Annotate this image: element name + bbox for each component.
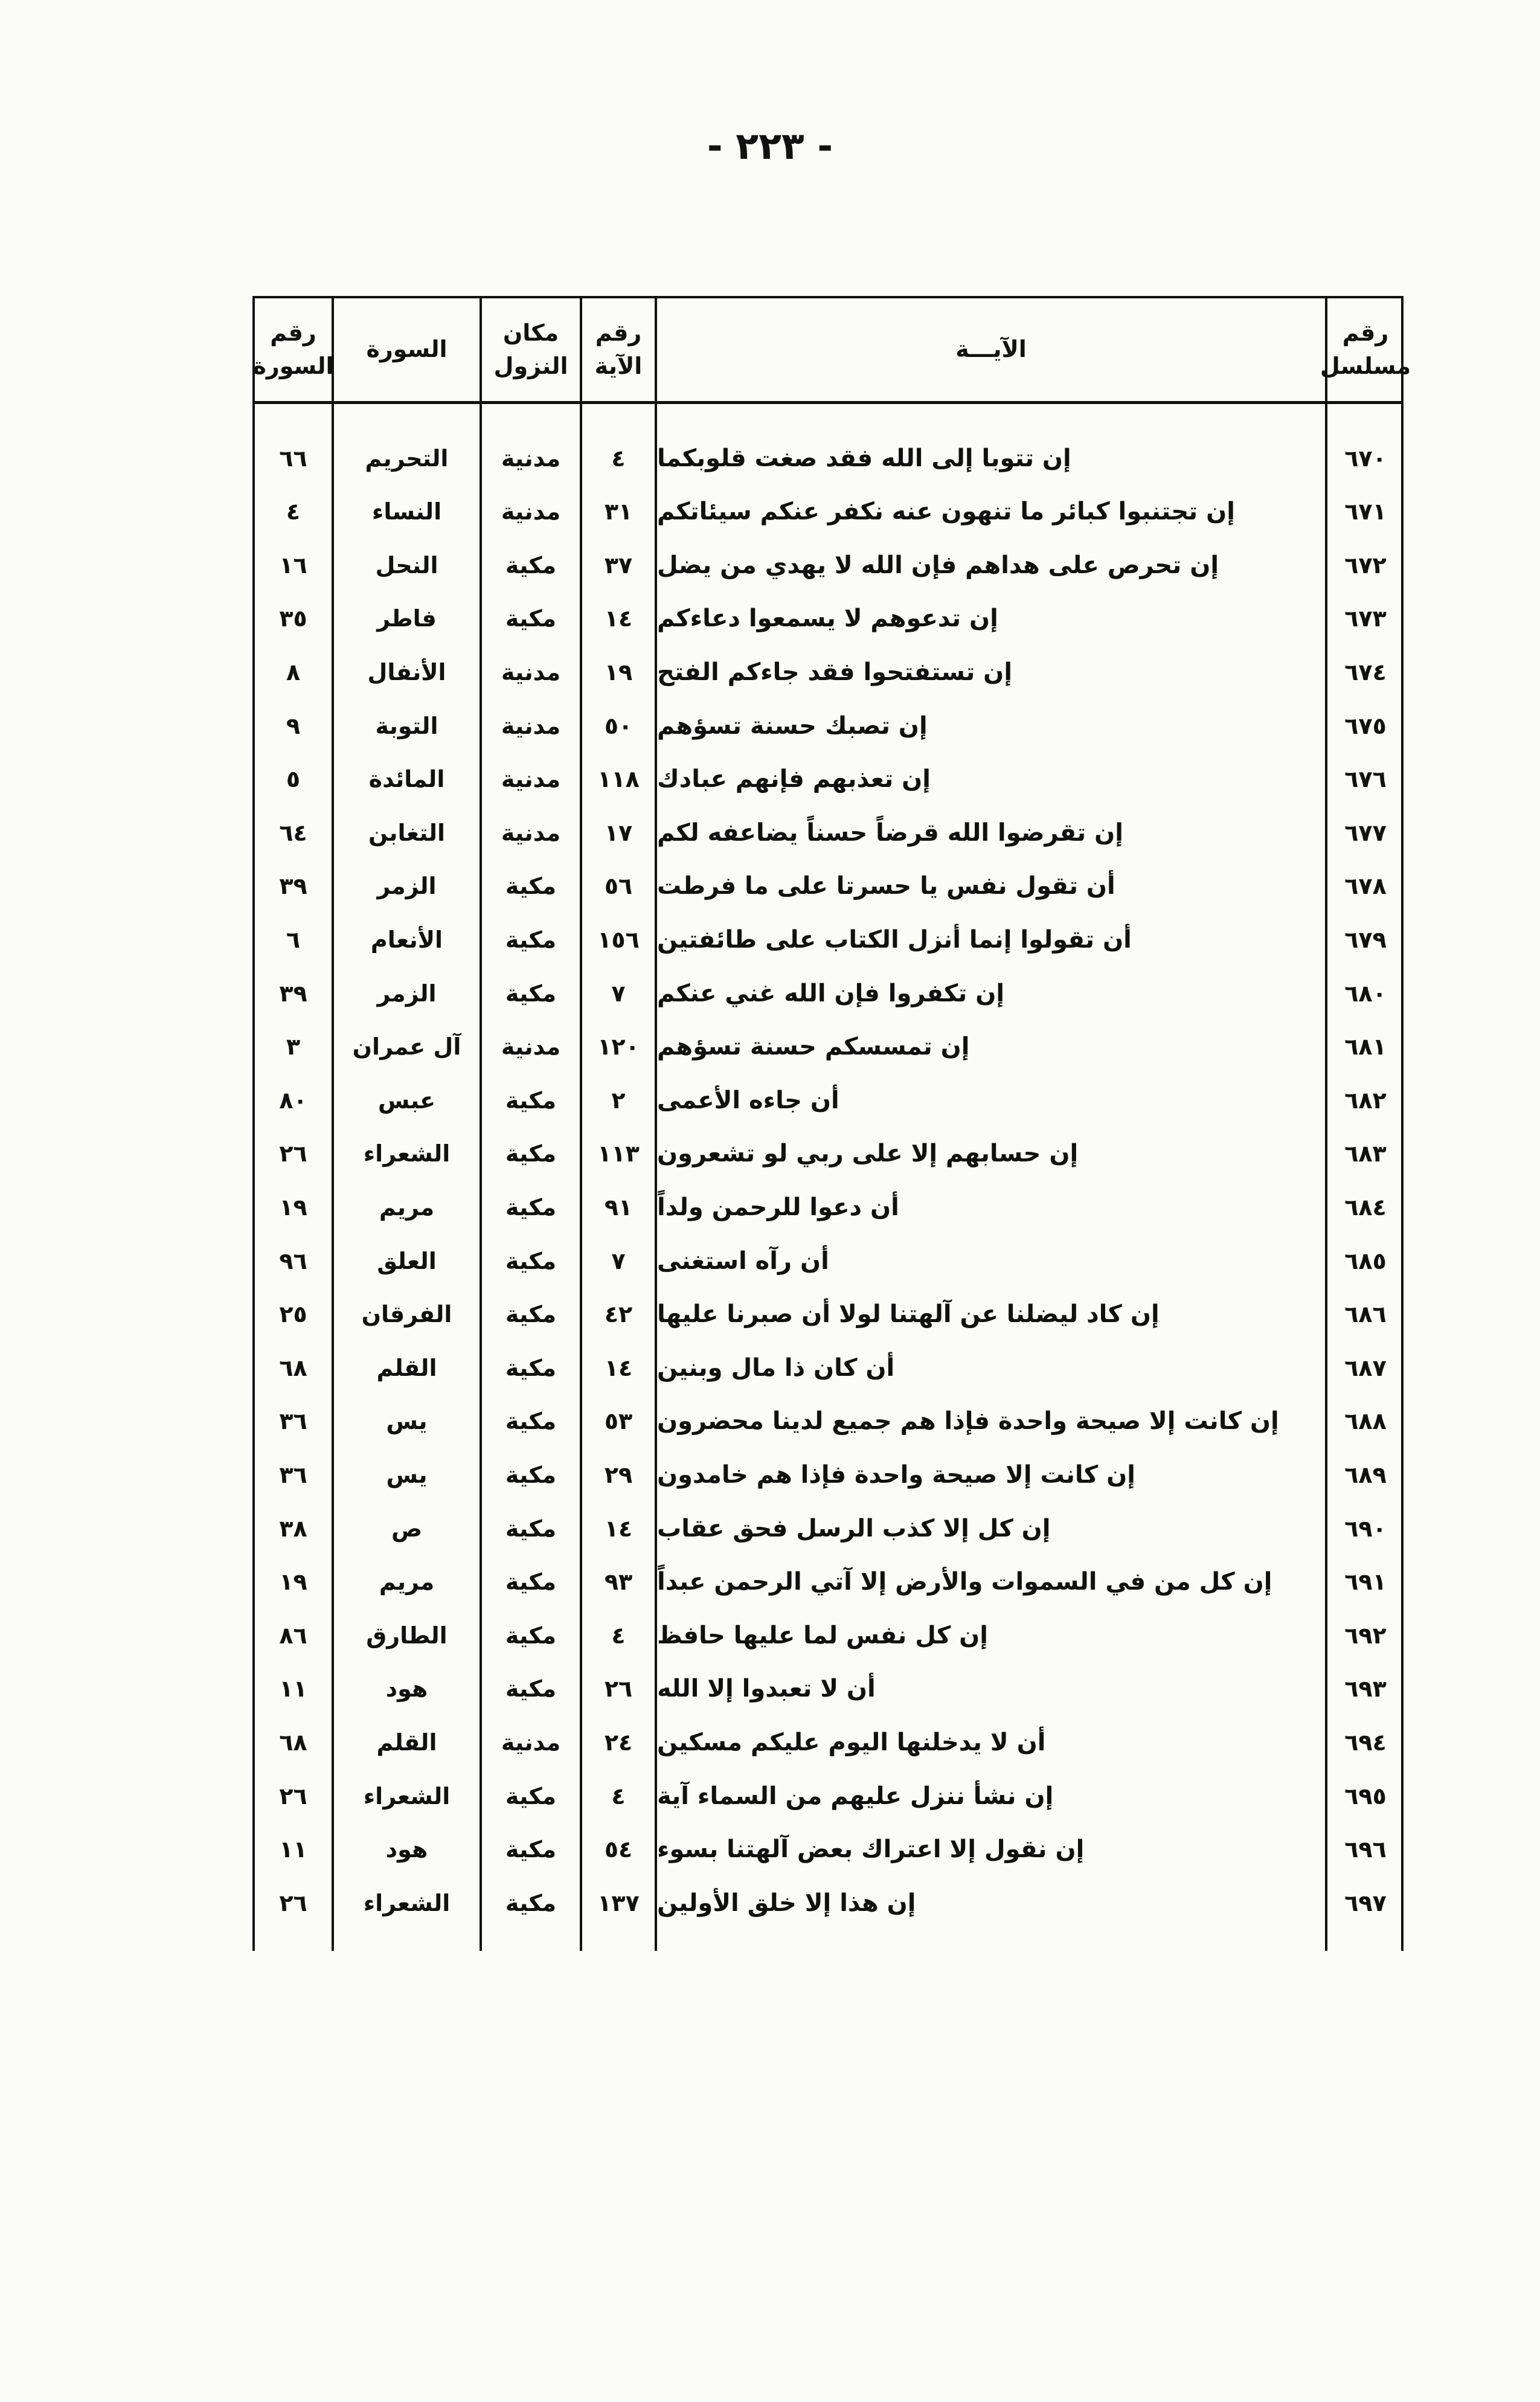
surah-number-cell: ٦ — [286, 926, 301, 953]
place-cell: مكية — [505, 980, 557, 1007]
table-row — [255, 966, 1401, 1020]
header-ayah-number: رقم الآية — [594, 319, 643, 379]
ayah-cell: إن نشأ ننزل عليهم من السماء آية — [657, 1782, 1054, 1810]
ayah-cell: إن تستفتحوا فقد جاءكم الفتح — [657, 658, 1013, 686]
surah-number-cell: ٦٨ — [279, 1729, 307, 1756]
serial-cell: ٦٧٥ — [1344, 712, 1387, 739]
surah-number-cell: ٢٦ — [279, 1889, 307, 1916]
surah-number-cell: ١١ — [279, 1675, 307, 1703]
table-row — [255, 806, 1401, 859]
place-cell: مكية — [505, 1836, 557, 1863]
table-row — [255, 1769, 1401, 1823]
serial-cell: ٦٩٣ — [1344, 1675, 1387, 1703]
ayah-cell: إن تتوبا إلى الله فقد صغت قلوبكما — [657, 444, 1071, 472]
ayah-cell: إن تمسسكم حسنة تسؤهم — [657, 1033, 970, 1061]
ayah-cell: إن هذا إلا خلق الأولين — [657, 1889, 916, 1917]
serial-cell: ٦٨٥ — [1344, 1247, 1387, 1274]
header-divider — [255, 401, 1401, 404]
place-cell: مكية — [505, 1569, 557, 1596]
surah-number-cell: ٢٥ — [279, 1301, 307, 1328]
serial-cell: ٦٧٩ — [1344, 926, 1387, 953]
serial-cell: ٦٧١ — [1344, 498, 1387, 525]
surah-number-cell: ٨٠ — [279, 1087, 307, 1114]
surah-cell: الأنفال — [367, 658, 446, 686]
ayah-cell: إن تعذبهم فإنهم عبادك — [657, 765, 931, 794]
ayah-number-cell: ١٢٠ — [597, 1033, 640, 1061]
table-row — [255, 1395, 1401, 1448]
ayah-number-cell: ٩٣ — [604, 1569, 633, 1596]
surah-cell: ص — [391, 1515, 423, 1542]
ayah-number-cell: ١٤ — [604, 1515, 633, 1542]
surah-cell: فاطر — [377, 605, 437, 632]
surah-number-cell: ٦٤ — [279, 819, 307, 846]
serial-cell: ٦٨٦ — [1344, 1301, 1387, 1328]
ayah-number-cell: ٣١ — [604, 498, 633, 525]
ayah-cell: إن تكفروا فإن الله غني عنكم — [657, 979, 1005, 1007]
surah-cell: مريم — [379, 1569, 435, 1596]
serial-cell: ٦٩٦ — [1344, 1836, 1387, 1863]
ayah-number-cell: ١٤ — [604, 1354, 633, 1381]
surah-cell: الفرقان — [361, 1301, 452, 1328]
ayah-cell: إن كل نفس لما عليها حافظ — [657, 1621, 988, 1649]
surah-number-cell: ٨٦ — [279, 1622, 307, 1649]
place-cell: مكية — [505, 1140, 557, 1167]
place-cell: مدنية — [501, 766, 561, 793]
surah-cell: الطارق — [366, 1622, 448, 1649]
surah-cell: آل عمران — [352, 1033, 461, 1061]
serial-cell: ٦٨٣ — [1344, 1140, 1387, 1167]
place-cell: مكية — [505, 1515, 557, 1542]
ayah-cell: أن لا تعبدوا إلا الله — [657, 1675, 876, 1703]
place-cell: مدنية — [501, 498, 561, 525]
serial-cell: ٦٧٠ — [1344, 445, 1387, 472]
table-row — [255, 1501, 1401, 1555]
serial-cell: ٦٨٨ — [1344, 1408, 1387, 1435]
serial-cell: ٦٧٤ — [1344, 658, 1387, 686]
surah-number-cell: ٣٥ — [279, 605, 307, 632]
table-row — [255, 1180, 1401, 1234]
serial-cell: ٦٨٧ — [1344, 1354, 1387, 1381]
surah-number-cell: ٢٦ — [279, 1140, 307, 1167]
surah-cell: العلق — [377, 1247, 437, 1274]
ayah-cell: أن تقول نفس يا حسرتا على ما فرطت — [657, 872, 1115, 901]
place-cell: مدنية — [501, 1729, 561, 1756]
serial-cell: ٦٨٩ — [1344, 1461, 1387, 1488]
table-row — [255, 1823, 1401, 1877]
surah-number-cell: ١٩ — [279, 1193, 307, 1221]
surah-cell: الشعراء — [363, 1889, 451, 1916]
surah-number-cell: ٣٩ — [279, 873, 307, 900]
ayah-number-cell: ٧ — [611, 980, 626, 1007]
table-row — [255, 1234, 1401, 1288]
serial-cell: ٦٨٢ — [1344, 1087, 1387, 1114]
serial-cell: ٦٩٢ — [1344, 1622, 1387, 1649]
ayah-number-cell: ٤ — [611, 1782, 626, 1810]
surah-number-cell: ٣٩ — [279, 980, 307, 1007]
serial-cell: ٦٧٣ — [1344, 605, 1387, 632]
ayah-number-cell: ٥٦ — [604, 873, 633, 900]
surah-number-cell: ١٩ — [279, 1569, 307, 1596]
surah-number-cell: ١٦ — [279, 551, 307, 579]
serial-cell: ٦٨٤ — [1344, 1193, 1387, 1221]
table-row — [255, 1127, 1401, 1181]
place-cell: مدنية — [501, 819, 561, 846]
surah-number-cell: ٨ — [286, 658, 301, 686]
table-row — [255, 699, 1401, 753]
ayah-cell: إن تحرص على هداهم فإن الله لا يهدي من يضل — [657, 551, 1219, 579]
surah-number-cell: ٩٦ — [279, 1247, 307, 1274]
ayah-cell: إن حسابهم إلا على ربي لو تشعرون — [657, 1140, 1079, 1168]
ayah-number-cell: ٢٩ — [604, 1461, 633, 1488]
table-row — [255, 645, 1401, 699]
surah-number-cell: ٦٨ — [279, 1354, 307, 1381]
header-serial: رقم مسلسل — [1320, 319, 1411, 379]
ayah-cell: إن تجتنبوا كبائر ما تنهون عنه نكفر عنكم سيئاتكم — [657, 498, 1235, 526]
ayah-number-cell: ١٣٧ — [597, 1889, 640, 1916]
ayah-cell: أن تقولوا إنما أنزل الكتاب على طائفتين — [657, 925, 1132, 954]
table-row — [255, 485, 1401, 539]
place-cell: مكية — [505, 1193, 557, 1221]
surah-number-cell: ١١ — [279, 1836, 307, 1863]
place-cell: مدنية — [501, 445, 561, 472]
ayah-number-cell: ٤ — [611, 445, 626, 472]
ayah-number-cell: ١٥٦ — [597, 926, 640, 953]
table-row — [255, 431, 1401, 485]
surah-cell: القلم — [376, 1729, 437, 1756]
ayah-cell: أن رآه استغنى — [657, 1247, 829, 1275]
surah-cell: مريم — [379, 1193, 435, 1221]
ayah-cell: إن تقرضوا الله قرضاً حسناً يضاعفه لكم — [657, 818, 1123, 847]
surah-cell: التوبة — [375, 712, 438, 739]
place-cell: مكية — [505, 1675, 557, 1703]
ayah-cell: إن كل إلا كذب الرسل فحق عقاب — [657, 1514, 1051, 1543]
serial-cell: ٦٩٧ — [1344, 1889, 1387, 1916]
surah-cell: هود — [385, 1675, 428, 1703]
place-cell: مدنية — [501, 658, 561, 686]
place-cell: مكية — [505, 1354, 557, 1381]
serial-cell: ٦٧٦ — [1344, 766, 1387, 793]
surah-cell: النحل — [375, 551, 438, 579]
surah-number-cell: ٦٦ — [279, 445, 307, 472]
table-row — [255, 1020, 1401, 1074]
serial-cell: ٦٧٢ — [1344, 551, 1387, 579]
ayah-cell: إن تصبك حسنة تسؤهم — [657, 711, 928, 740]
verse-index-table — [252, 296, 1411, 1951]
ayah-number-cell: ٤٢ — [604, 1301, 633, 1328]
place-cell: مكية — [505, 873, 557, 900]
ayah-number-cell: ٢٦ — [604, 1675, 633, 1703]
surah-cell: الشعراء — [363, 1140, 451, 1167]
ayah-cell: أن كان ذا مال وبنين — [657, 1354, 895, 1382]
table-row — [255, 1073, 1401, 1127]
ayah-number-cell: ١٧ — [604, 819, 633, 846]
table-row — [255, 1876, 1401, 1930]
ayah-number-cell: ٤ — [611, 1622, 626, 1649]
serial-cell: ٦٩١ — [1344, 1569, 1387, 1596]
surah-cell: عبس — [377, 1087, 436, 1114]
surah-number-cell: ٣٦ — [279, 1408, 307, 1435]
ayah-cell: إن تدعوهم لا يسمعوا دعاءكم — [657, 605, 998, 633]
surah-cell: الشعراء — [363, 1782, 451, 1810]
surah-cell: التحريم — [365, 445, 449, 472]
place-cell: مكية — [505, 605, 557, 632]
ayah-cell: أن جاءه الأعمى — [657, 1086, 839, 1114]
ayah-number-cell: ٩١ — [604, 1193, 633, 1221]
place-cell: مكية — [505, 1087, 557, 1114]
table-row — [255, 1715, 1401, 1769]
header-surah: السورة — [366, 336, 448, 363]
place-cell: مدنية — [501, 712, 561, 739]
surah-number-cell: ٢٦ — [279, 1782, 307, 1810]
serial-cell: ٦٧٧ — [1344, 819, 1387, 846]
place-cell: مكية — [505, 1889, 557, 1916]
table-row — [255, 1662, 1401, 1716]
surah-cell: القلم — [376, 1354, 437, 1381]
ayah-cell: أن لا يدخلنها اليوم عليكم مسكين — [657, 1728, 1046, 1756]
ayah-number-cell: ٣٧ — [604, 551, 633, 579]
ayah-number-cell: ٥٣ — [604, 1408, 633, 1435]
place-cell: مكية — [505, 1408, 557, 1435]
header-ayah: الآيـــة — [955, 336, 1027, 363]
header-surah-number: رقم السورة — [252, 319, 334, 379]
surah-number-cell: ٣٦ — [279, 1461, 307, 1488]
table-row — [255, 1608, 1401, 1662]
surah-number-cell: ٤ — [286, 498, 301, 525]
serial-cell: ٦٨١ — [1344, 1033, 1387, 1061]
surah-number-cell: ٥ — [286, 766, 301, 793]
ayah-number-cell: ٢ — [611, 1087, 626, 1114]
surah-number-cell: ٣ — [286, 1033, 301, 1061]
page-number: - ٢٢٣ - — [707, 124, 833, 168]
ayah-number-cell: ٥٠ — [604, 712, 633, 739]
surah-cell: الزمر — [377, 873, 437, 900]
surah-number-cell: ٩ — [286, 712, 301, 739]
surah-number-cell: ٣٨ — [279, 1515, 307, 1542]
surah-cell: النساء — [371, 498, 442, 525]
ayah-cell: إن كاد ليضلنا عن آلهتنا لولا أن صبرنا عليها — [657, 1300, 1160, 1329]
ayah-cell: إن نقول إلا اعتراك بعض آلهتنا بسوء — [657, 1835, 1085, 1864]
place-cell: مكية — [505, 1247, 557, 1274]
surah-cell: الزمر — [377, 980, 437, 1007]
serial-cell: ٦٨٠ — [1344, 980, 1387, 1007]
serial-cell: ٦٩٥ — [1344, 1782, 1387, 1810]
surah-cell: يس — [386, 1408, 428, 1435]
ayah-number-cell: ١٩ — [604, 658, 633, 686]
ayah-cell: إن كانت إلا صيحة واحدة فإذا هم جميع لدينا محضرون — [657, 1407, 1279, 1436]
table-row — [255, 753, 1401, 806]
table-row — [255, 1555, 1401, 1609]
ayah-cell: إن كانت إلا صيحة واحدة فإذا هم خامدون — [657, 1460, 1135, 1489]
ayah-number-cell: ٢٤ — [604, 1729, 633, 1756]
place-cell: مكية — [505, 1461, 557, 1488]
place-cell: مكية — [505, 551, 557, 579]
ayah-number-cell: ٥٤ — [604, 1836, 633, 1863]
ayah-number-cell: ١٤ — [604, 605, 633, 632]
ayah-cell: أن دعوا للرحمن ولداً — [657, 1193, 899, 1221]
table-row — [255, 1448, 1401, 1501]
surah-cell: الأنعام — [370, 926, 443, 953]
surah-cell: يس — [386, 1461, 428, 1488]
ayah-number-cell: ٧ — [611, 1247, 626, 1274]
surah-cell: هود — [385, 1836, 428, 1863]
ayah-number-cell: ١١٣ — [597, 1140, 640, 1167]
table-row — [255, 1288, 1401, 1341]
table-row — [255, 592, 1401, 646]
place-cell: مكية — [505, 1782, 557, 1810]
surah-cell: المائدة — [368, 766, 445, 793]
serial-cell: ٦٧٨ — [1344, 873, 1387, 900]
place-cell: مكية — [505, 1301, 557, 1328]
table-row — [255, 1341, 1401, 1395]
table-row — [255, 913, 1401, 966]
table-row — [255, 859, 1401, 913]
table-row — [255, 538, 1401, 592]
header-place: مكان النزول — [493, 319, 568, 379]
serial-cell: ٦٩٤ — [1344, 1729, 1387, 1756]
place-cell: مكية — [505, 1622, 557, 1649]
surah-cell: التغابن — [368, 819, 445, 846]
serial-cell: ٦٩٠ — [1344, 1515, 1387, 1542]
place-cell: مدنية — [501, 1033, 561, 1061]
ayah-cell: إن كل من في السموات والأرض إلا آتي الرحمن عبداً — [657, 1568, 1272, 1596]
ayah-number-cell: ١١٨ — [597, 766, 640, 793]
place-cell: مكية — [505, 926, 557, 953]
